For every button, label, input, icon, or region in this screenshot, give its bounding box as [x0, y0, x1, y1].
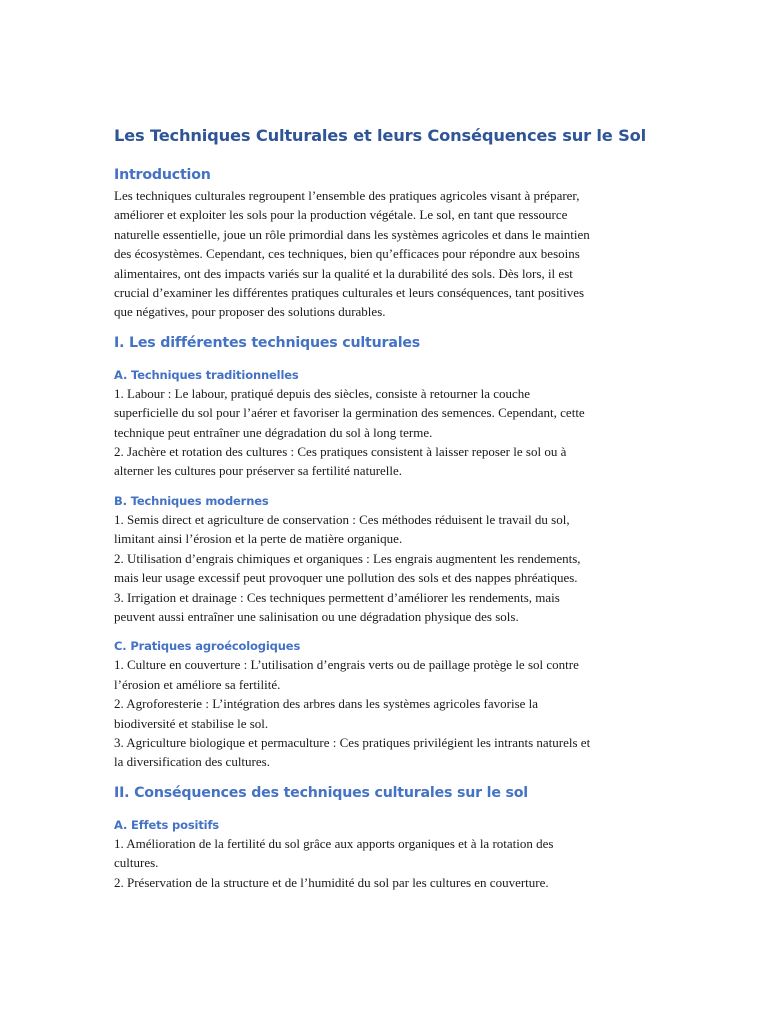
- text-line: 3. Agriculture biologique et permaculture : Ces pratiques privilégient les intrants naturels et: [114, 734, 591, 750]
- text-line: 1. Labour : Le labour, pratiqué depuis des siècles, consiste à retourner la couche: [114, 385, 531, 401]
- subsection-modern-paragraph: [114, 510, 662, 626]
- text-line: 1. Culture en couverture : L’utilisation d’engrais verts ou de paillage protège le sol contre: [114, 657, 579, 673]
- text-line: la diversification des cultures.: [114, 754, 270, 770]
- text-line: biodiversité et stabilise le sol.: [114, 715, 269, 731]
- text-line: technique peut entraîner une dégradation du sol à long terme.: [114, 424, 433, 440]
- text-line: alterner les cultures pour préserver sa fertilité naturelle.: [114, 463, 403, 479]
- text-line: des écosystèmes. Cependant, ces techniques, bien qu’efficaces pour répondre aux besoins: [114, 246, 580, 262]
- text-line: 2. Jachère et rotation des cultures : Ces pratiques consistent à laisser reposer le sol ou à: [114, 444, 567, 460]
- section-2-heading: II. Conséquences des techniques culturales sur le sol: [114, 784, 528, 801]
- section-1-heading: I. Les différentes techniques culturales: [114, 334, 421, 351]
- text-line: l’érosion et améliore sa fertilité.: [114, 676, 281, 692]
- text-line: naturelle essentielle, joue un rôle primordial dans les systèmes agricoles et dans le maintien: [114, 226, 590, 242]
- text-line: 2. Préservation de la structure et de l’humidité du sol par les cultures en couverture.: [114, 874, 549, 890]
- text-line: améliorer et exploiter les sols pour la production végétale. Le sol, en tant que ressource: [114, 207, 568, 223]
- subsection-modern-heading: B. Techniques modernes: [114, 493, 269, 508]
- subsection-agroecological-heading: C. Pratiques agroécologiques: [114, 639, 301, 654]
- subsection-agroecological-paragraph: [114, 655, 662, 771]
- text-line: 2. Utilisation d’engrais chimiques et organiques : Les engrais augmentent les rendements,: [114, 550, 581, 566]
- document-page: [114, 124, 662, 892]
- text-line: mais leur usage excessif peut provoquer une pollution des sols et des nappes phréatiques.: [114, 570, 578, 586]
- text-line: 1. Semis direct et agriculture de conservation : Ces méthodes réduisent le travail du sol,: [114, 511, 570, 527]
- subsection-traditional-paragraph: [114, 384, 662, 481]
- text-line: cultures.: [114, 855, 159, 871]
- text-line: 1. Amélioration de la fertilité du sol grâce aux apports organiques et à la rotation des: [114, 835, 554, 851]
- text-line: Les techniques culturales regroupent l’ensemble des pratiques agricoles visant à préparer,: [114, 188, 580, 203]
- text-line: alimentaires, ont des impacts variés sur la qualité et la durabilité des sols. Dès lors, il est: [114, 265, 573, 281]
- subsection-positive-effects-heading: A. Effets positifs: [114, 817, 220, 832]
- text-line: peuvent aussi entraîner une salinisation ou une dégradation physique des sols.: [114, 608, 519, 624]
- text-line: superficielle du sol pour l’aérer et favoriser la germination des semences. Cependant, cette: [114, 405, 585, 421]
- text-line: que négatives, pour proposer des solutions durables.: [114, 304, 386, 320]
- introduction-paragraph: [114, 186, 662, 322]
- text-line: crucial d’examiner les différentes pratiques culturales et leurs conséquences, tant positives: [114, 285, 585, 301]
- text-line: 3. Irrigation et drainage : Ces techniques permettent d’améliorer les rendements, mais: [114, 589, 560, 605]
- text-line: limitant ainsi l’érosion et la perte de matière organique.: [114, 531, 403, 547]
- text-line: 2. Agroforesterie : L’intégration des arbres dans les systèmes agricoles favorise la: [114, 696, 539, 712]
- subsection-positive-effects-paragraph: [114, 834, 662, 892]
- document-title: Les Techniques Culturales et leurs Conséquences sur le Sol: [114, 126, 646, 145]
- introduction-heading: Introduction: [114, 167, 211, 183]
- subsection-traditional-heading: A. Techniques traditionnelles: [114, 367, 299, 382]
